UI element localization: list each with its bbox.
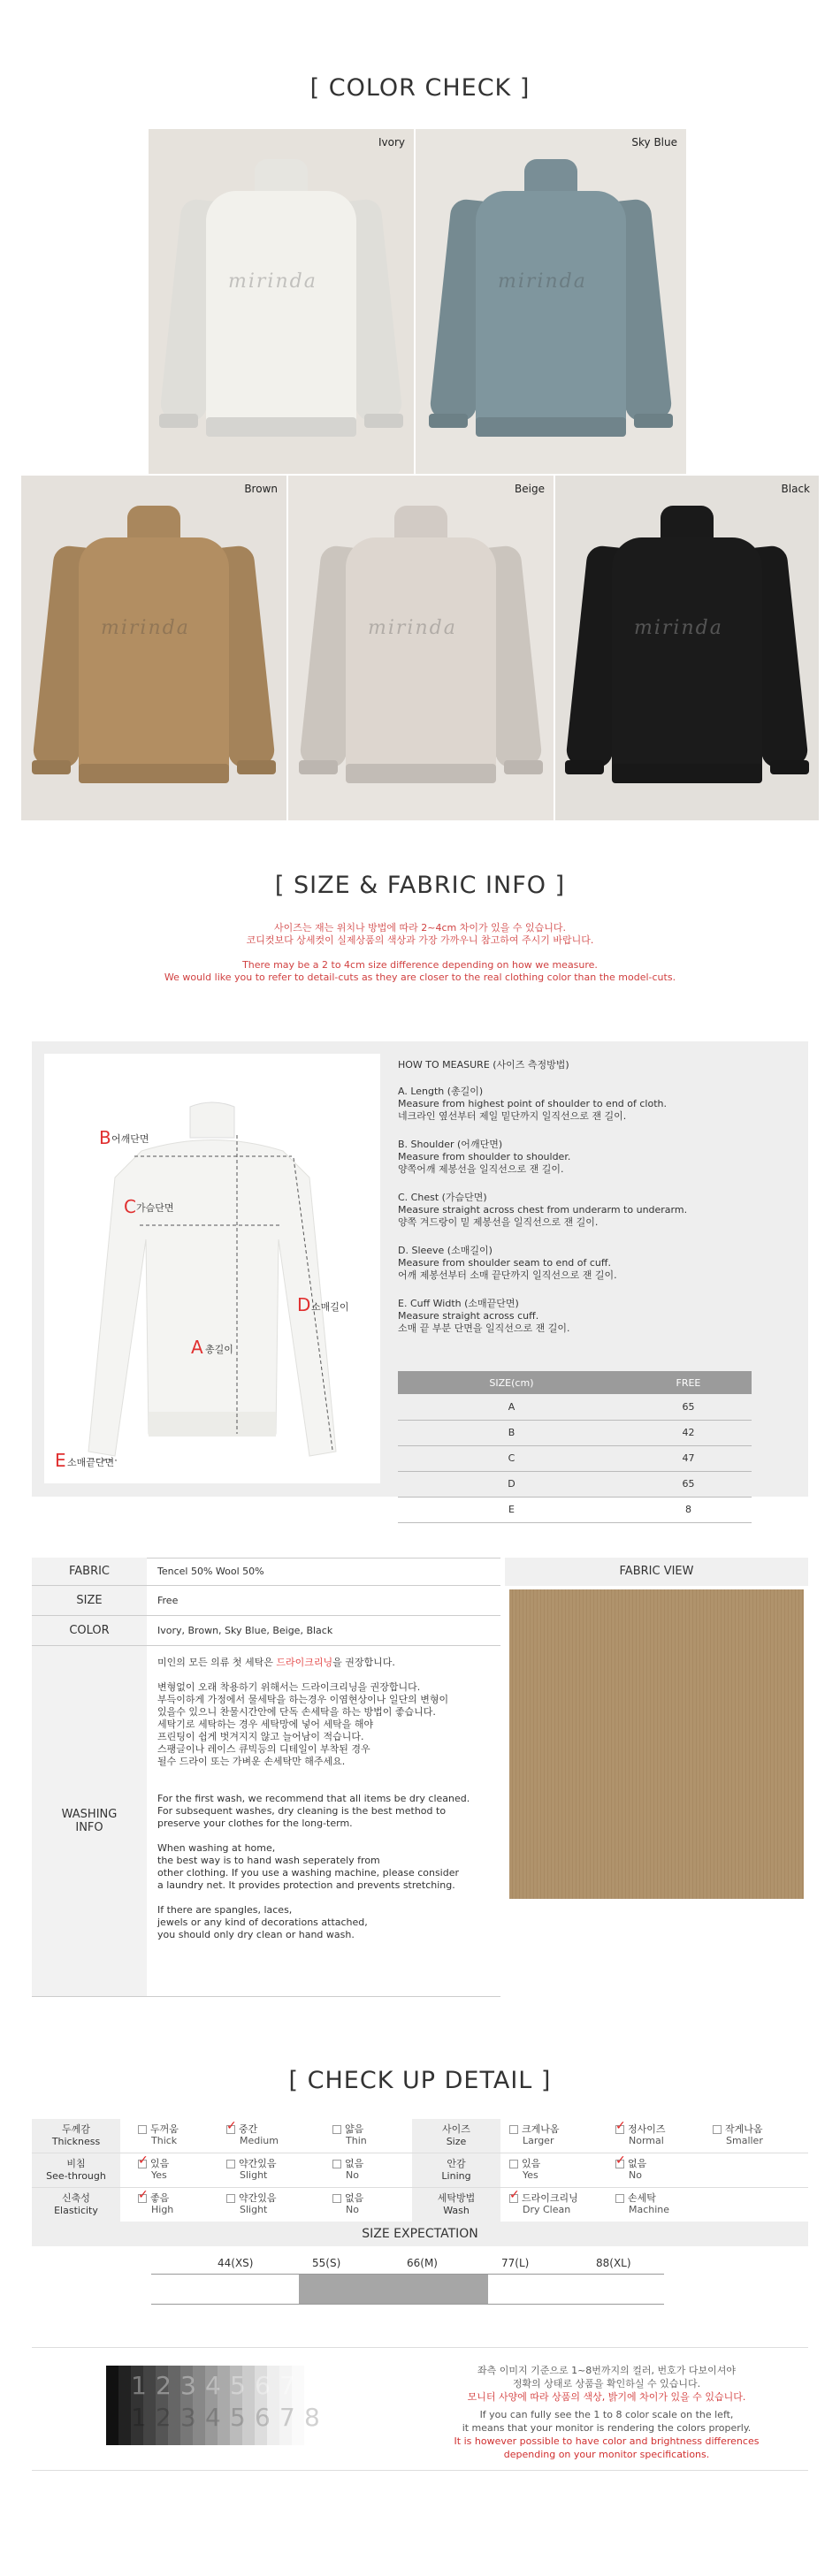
size-label: 55(S): [312, 2257, 341, 2269]
color-scale-number: 6: [255, 2371, 271, 2400]
scale-ko-2: 정확의 상태로 상품을 확인하실 수 있습니다.: [512, 2378, 701, 2389]
color-scale-number: 4: [205, 2403, 221, 2432]
checkbox-icon[interactable]: [332, 2194, 341, 2203]
marker-d: D: [297, 1294, 311, 1315]
checkbox-icon[interactable]: [332, 2160, 341, 2168]
sweater-left-cuff: [32, 760, 71, 774]
color-scale-number: 3: [180, 2371, 196, 2400]
how-to-measure-head: B. Shoulder (어깨단면): [398, 1139, 503, 1150]
check-option[interactable]: 약간있음 Slight: [226, 2192, 277, 2215]
sweater-hem: [346, 764, 496, 783]
color-row: [32, 1616, 500, 1646]
check-key: 두께감 Thickness: [32, 2119, 120, 2153]
how-to-measure-en: Measure straight across chest from underarm to underarm.: [398, 1204, 688, 1216]
size-table: [398, 1371, 752, 1523]
color-scale-number: 6: [255, 2403, 271, 2432]
marker-e: E: [55, 1450, 66, 1471]
marker-c: C: [124, 1196, 136, 1217]
scale-ko-1: 좌측 이미지 기준으로 1~8번까지의 컬러, 번호가 다보이셔야: [477, 2365, 737, 2376]
measure-panel: [32, 1041, 808, 1515]
checkbox-icon[interactable]: [509, 2125, 518, 2134]
fabric-row: [32, 1558, 500, 1586]
checkbox-icon[interactable]: [138, 2125, 147, 2134]
color-photo: [416, 129, 686, 474]
size-table-row: [398, 1497, 752, 1522]
scale-en-3: It is however possible to have color and brightness differences: [454, 2435, 760, 2447]
size-label: 44(XS): [218, 2257, 254, 2269]
color-scale-number: 5: [230, 2371, 246, 2400]
color-scale-number: 7: [279, 2403, 295, 2432]
color-scale-number: 1: [131, 2403, 147, 2432]
check-row: [32, 2153, 808, 2188]
size-label: 77(L): [501, 2257, 530, 2269]
watermark: mirinda: [101, 617, 190, 639]
how-to-measure-title: HOW TO MEASURE (사이즈 측정방법): [398, 1059, 569, 1071]
how-to-measure-en: Measure straight across cuff.: [398, 1310, 539, 1322]
check-option[interactable]: 두꺼움 Thick: [138, 2123, 179, 2146]
measure-photo: [44, 1054, 380, 1483]
how-to-measure-en: Measure from shoulder seam to end of cuff.: [398, 1257, 611, 1269]
sweater-right-cuff: [634, 414, 673, 428]
notice-line-4: We would like you to refer to detail-cuts as they are closer to the real clothing color than the model-cuts.: [164, 972, 676, 983]
color-scale-number: 1: [131, 2371, 147, 2400]
how-to-measure-en: Measure from shoulder to shoulder.: [398, 1151, 571, 1162]
notice-line-2: 코디컷보다 상세컷이 실제상품의 색상과 가장 가까우니 참고하여 주시기 바랍니다.: [246, 934, 594, 946]
washing-first-post: 을 권장합니다.: [332, 1657, 395, 1668]
size-table-cell: 65: [625, 1471, 752, 1497]
check-option[interactable]: 크게나옴 Larger: [509, 2123, 560, 2146]
color-scale-number: 4: [205, 2371, 221, 2400]
marker-b-label: 어깨단면: [111, 1133, 149, 1145]
check-option[interactable]: ✓정사이즈 Normal: [615, 2123, 666, 2146]
sweater-body: [612, 537, 762, 776]
size-table-cell: B: [398, 1420, 625, 1445]
sweater-left-cuff: [565, 760, 604, 774]
marker-c-label: 가슴단면: [136, 1202, 174, 1214]
how-to-measure-head: E. Cuff Width (소매끝단면): [398, 1298, 519, 1309]
how-to-measure-head: A. Length (총길이): [398, 1086, 484, 1097]
check-option[interactable]: ✓중간 Medium: [226, 2123, 279, 2146]
size-table-cell: C: [398, 1445, 625, 1471]
check-key: 비침 See-through: [32, 2153, 120, 2187]
notice-line-3: There may be a 2 to 4cm size difference depending on how we measure.: [242, 959, 598, 971]
size-key: SIZE: [32, 1586, 147, 1615]
sweater-hem: [79, 764, 229, 783]
color-check-title: [ COLOR CHECK ]: [309, 74, 531, 102]
color-key: COLOR: [32, 1616, 147, 1645]
how-to-measure-ko: 양쪽어깨 제봉선을 일직선으로 잰 길이.: [398, 1163, 564, 1175]
check-option[interactable]: 작게나옴 Smaller: [713, 2123, 763, 2146]
size-table-cell: 42: [625, 1420, 752, 1445]
check-option[interactable]: ✓좋음 High: [138, 2192, 173, 2215]
how-to-measure-en: Measure from highest point of shoulder to end of cloth.: [398, 1098, 667, 1109]
washing-first-pre: 미인의 모든 의류 첫 세탁은: [157, 1657, 277, 1668]
size-value: Free: [157, 1595, 179, 1606]
how-to-measure-head: C. Chest (가슴단면): [398, 1192, 487, 1203]
check-row: [32, 2188, 808, 2222]
how-to-measure-head: D. Sleeve (소매길이): [398, 1245, 493, 1256]
fabric-view-title: FABRIC VIEW: [505, 1558, 808, 1586]
sweater-hem: [612, 764, 762, 783]
check-option[interactable]: ✓없음 No: [615, 2158, 646, 2181]
sweater-left-cuff: [159, 414, 198, 428]
checkbox-icon[interactable]: [332, 2125, 341, 2134]
sweater-hem: [476, 417, 626, 437]
check-option[interactable]: 얇음 Thin: [332, 2123, 367, 2146]
color-scale-number: 2: [156, 2371, 172, 2400]
size-table-cell: A: [398, 1394, 625, 1420]
color-photo: [149, 129, 414, 474]
how-to-measure-ko: 양쪽 겨드랑이 밑 제봉선을 일직선으로 잰 길이.: [398, 1216, 599, 1228]
washing-english-2: When washing at home, the best way is to hand wash seperately from other clothing. If you use a washing machine, please consider a laundry net. It provides protection and prevents stretching.: [157, 1842, 460, 1891]
checkbox-icon[interactable]: [138, 2194, 147, 2203]
notice-line-1: 사이즈는 재는 위치나 방법에 따라 2~4cm 차이가 있을 수 있습니다.: [274, 922, 566, 934]
sweater-body: [206, 191, 356, 430]
sweater-left-cuff: [299, 760, 338, 774]
sweater-right-cuff: [364, 414, 403, 428]
watermark: mirinda: [368, 617, 457, 639]
measure-sweater-illustration: [44, 1054, 380, 1483]
check-key: 신축성 Elasticity: [32, 2188, 120, 2222]
washing-first: [157, 1657, 395, 1669]
check-option[interactable]: 있음 Yes: [509, 2158, 540, 2181]
monitor-color-scale-panel: [32, 2347, 808, 2471]
check-key: 안감 Lining: [412, 2153, 500, 2187]
size-table-cell: E: [398, 1497, 625, 1522]
size-table-row: [398, 1420, 752, 1445]
color-scale-cell: [106, 2366, 118, 2445]
sweater-body: [476, 191, 626, 430]
size-fabric-title: [ SIZE & FABRIC INFO ]: [274, 872, 566, 899]
scale-en-4: depending on your monitor specifications.: [503, 2449, 710, 2460]
checkbox-icon[interactable]: [615, 2125, 624, 2134]
fabric-view-swatch: [509, 1589, 804, 1899]
color-photo: [21, 476, 286, 820]
check-option[interactable]: 없음 No: [332, 2192, 363, 2215]
sweater-right-cuff: [770, 760, 809, 774]
watermark: mirinda: [498, 271, 587, 293]
checkbox-icon[interactable]: [226, 2125, 235, 2134]
color-scale-number: 3: [180, 2403, 196, 2432]
scale-en-2: it means that your monitor is rendering the colors properly.: [462, 2422, 752, 2434]
check-row: [32, 2119, 808, 2153]
check-option[interactable]: ✓드라이크리닝 Dry Clean: [509, 2192, 578, 2215]
checkbox-icon[interactable]: [615, 2194, 624, 2203]
marker-a: A: [191, 1337, 203, 1358]
fabric-info-table: [32, 1558, 808, 1997]
size-table-row: [398, 1471, 752, 1497]
color-label: Brown: [244, 483, 278, 495]
washing-first-red: 드라이크리닝: [276, 1657, 333, 1668]
size-row: [32, 1586, 500, 1616]
size-table-head-size: SIZE(cm): [398, 1371, 625, 1394]
fabric-key: FABRIC: [32, 1558, 147, 1585]
size-table-cell: 8: [625, 1497, 752, 1522]
color-scale-number: 8: [304, 2403, 320, 2432]
watermark: mirinda: [228, 271, 317, 293]
sweater-body: [346, 537, 496, 776]
color-scale-number: 5: [230, 2403, 246, 2432]
checkbox-icon[interactable]: [138, 2160, 147, 2168]
color-value: Ivory, Brown, Sky Blue, Beige, Black: [157, 1625, 333, 1636]
check-option[interactable]: ✓있음 Yes: [138, 2158, 169, 2181]
size-expectation-bar: [299, 2275, 488, 2304]
checkbox-icon[interactable]: [615, 2160, 624, 2168]
checkbox-icon[interactable]: [226, 2194, 235, 2203]
check-key: 세탁방법 Wash: [412, 2188, 500, 2222]
check-key: 사이즈 Size: [412, 2119, 500, 2153]
marker-e-label: 소매끝단면: [67, 1457, 115, 1468]
size-table-cell: 65: [625, 1394, 752, 1420]
size-table-head-free: FREE: [625, 1371, 752, 1394]
sweater-right-cuff: [237, 760, 276, 774]
color-scale-cell: [118, 2366, 131, 2445]
fabric-value: Tencel 50% Wool 50%: [157, 1566, 264, 1577]
size-expectation-title: SIZE EXPECTATION: [32, 2222, 808, 2246]
color-scale-number: 8: [304, 2371, 320, 2400]
how-to-measure-ko: 네크라인 옆선부터 제일 밑단까지 일직선으로 잰 길이.: [398, 1110, 627, 1122]
watermark: mirinda: [634, 617, 723, 639]
color-label: Beige: [515, 483, 545, 495]
color-photo: [555, 476, 819, 820]
scale-en-1: If you can fully see the 1 to 8 color scale on the left,: [479, 2409, 734, 2420]
sweater-left-cuff: [429, 414, 468, 428]
size-table-cell: D: [398, 1471, 625, 1497]
color-label: Ivory: [378, 136, 405, 149]
size-scale-bottom-line: [151, 2304, 664, 2305]
how-to-measure-ko: 소매 끝 부분 단면을 일직선으로 잰 길이.: [398, 1322, 570, 1334]
washing-english-3: If there are spangles, laces, jewels or any kind of decorations attached, you should only dry clean or hand wash.: [157, 1904, 368, 1940]
marker-a-label: 총길이: [205, 1344, 233, 1355]
color-label: Sky Blue: [631, 136, 677, 149]
washing-korean: 변형없이 오래 착용하기 위해서는 드라이크리닝을 권장합니다. 부득이하게 가정에서 물세탁을 하는경우 이염현상이나 일단의 변형이 있을수 있으니 찬물시간안에 단독 손세탁을 하는 방법이 좋습니다. 세탁기로 세탁하는 경우 세탁망에 넣어 세탁을 해야 프린팅이 쉽게 벗겨지지 않고 늘어남이 적습니다. 스팽글이나 레이스 큐빅등의 디테일이 부착된 경우 될수 드라이 또는 가벼운 손세탁만 해주세요.: [157, 1681, 449, 1767]
checkbox-icon[interactable]: [226, 2160, 235, 2168]
size-table-cell: 47: [625, 1445, 752, 1471]
checkbox-icon[interactable]: [713, 2125, 722, 2134]
sweater-hem: [206, 417, 356, 437]
size-table-row: [398, 1445, 752, 1471]
washing-english-1: For the first wash, we recommend that all items be dry cleaned. For subsequent washes, dry cleaning is the best method to preserve your clothes for the long-term.: [157, 1793, 470, 1829]
how-to-measure-ko: 어깨 제봉선부터 소매 끝단까지 일직선으로 잰 길이.: [398, 1269, 617, 1281]
sweater-body: [79, 537, 229, 776]
color-scale-number: 7: [279, 2371, 295, 2400]
size-table-row: [398, 1394, 752, 1420]
scale-ko-3: 모니터 사양에 따라 상품의 색상, 밝기에 차이가 있을 수 있습니다.: [467, 2391, 746, 2403]
marker-d-label: 소매길이: [311, 1301, 349, 1313]
checkbox-icon[interactable]: [509, 2160, 518, 2168]
marker-b: B: [99, 1127, 111, 1148]
color-photo: [288, 476, 554, 820]
color-label: Black: [781, 483, 810, 495]
color-scale-number: 2: [156, 2403, 172, 2432]
check-option[interactable]: 없음 No: [332, 2158, 363, 2181]
check-up-title: [ CHECK UP DETAIL ]: [288, 2067, 552, 2094]
size-label: 66(M): [407, 2257, 438, 2269]
check-option[interactable]: 약간있음 Slight: [226, 2158, 277, 2181]
size-label: 88(XL): [596, 2257, 631, 2269]
checkbox-icon[interactable]: [509, 2194, 518, 2203]
washing-key: WASHING INFO: [32, 1646, 147, 1996]
check-option[interactable]: 손세탁 Machine: [615, 2192, 669, 2215]
sweater-right-cuff: [504, 760, 543, 774]
washing-row: [32, 1646, 500, 1997]
